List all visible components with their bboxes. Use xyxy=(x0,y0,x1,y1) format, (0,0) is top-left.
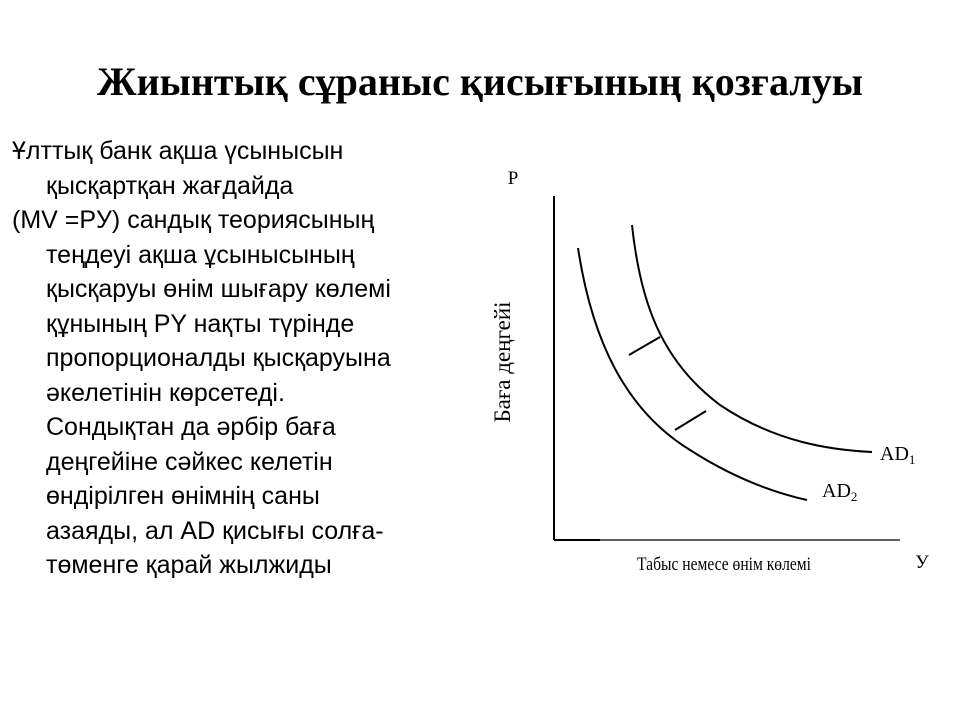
ad2-label-name: AD xyxy=(822,480,851,502)
shift-mark xyxy=(675,411,706,430)
shift-mark xyxy=(629,337,660,355)
y-axis-label: Баға деңгейі xyxy=(490,301,515,423)
paragraph-2-line: (MV =PУ) сандық теориясының xyxy=(12,206,375,234)
paragraph-2-line: Сондықтан да әрбір баға xyxy=(46,413,336,441)
ad1-curve xyxy=(632,225,872,452)
y-axis-letter: P xyxy=(507,168,519,189)
slide-title: Жиынтық сұраныс қисығының қозғалуы xyxy=(97,59,863,104)
x-axis-letter: У xyxy=(915,552,929,573)
paragraph-2-line: деңгейіне сәйкес келетін xyxy=(46,447,333,476)
paragraph-2-line: құнының PY нақты түрінде xyxy=(46,309,355,338)
paragraph-2 xyxy=(12,203,472,583)
paragraph-2-line: пропорционалды қысқаруына xyxy=(46,344,391,372)
paragraph-1 xyxy=(12,134,472,203)
paragraph-1-line: Ұлттық банк ақша үсынысын xyxy=(12,137,344,165)
ad1-label-name: AD xyxy=(880,443,909,465)
body-text xyxy=(12,134,472,583)
ad2-label-subscript: 2 xyxy=(850,489,858,504)
ad1-label-subscript: 1 xyxy=(908,452,916,467)
x-axis-label: Табыс немесе өнім көлемі xyxy=(637,553,811,575)
paragraph-2-line: өндірілген өнімнің саны xyxy=(46,482,320,510)
ad1-label xyxy=(880,443,915,467)
paragraph-2-line: төменге қарай жылжиды xyxy=(46,551,332,579)
ad2-label xyxy=(822,480,857,504)
ad-shift-diagram xyxy=(480,150,950,600)
paragraph-2-line: қысқаруы өнім шығару көлемі xyxy=(46,275,391,303)
paragraph-2-line: әкелетінін көрсетеді. xyxy=(46,378,285,407)
paragraph-1-line: қысқартқан жағдайда xyxy=(46,171,294,200)
ad2-curve xyxy=(578,248,807,500)
paragraph-2-line: теңдеуі ақша ұсынысының xyxy=(46,240,355,269)
paragraph-2-line: азаяды, ал AD қисығы солға- xyxy=(46,516,384,545)
